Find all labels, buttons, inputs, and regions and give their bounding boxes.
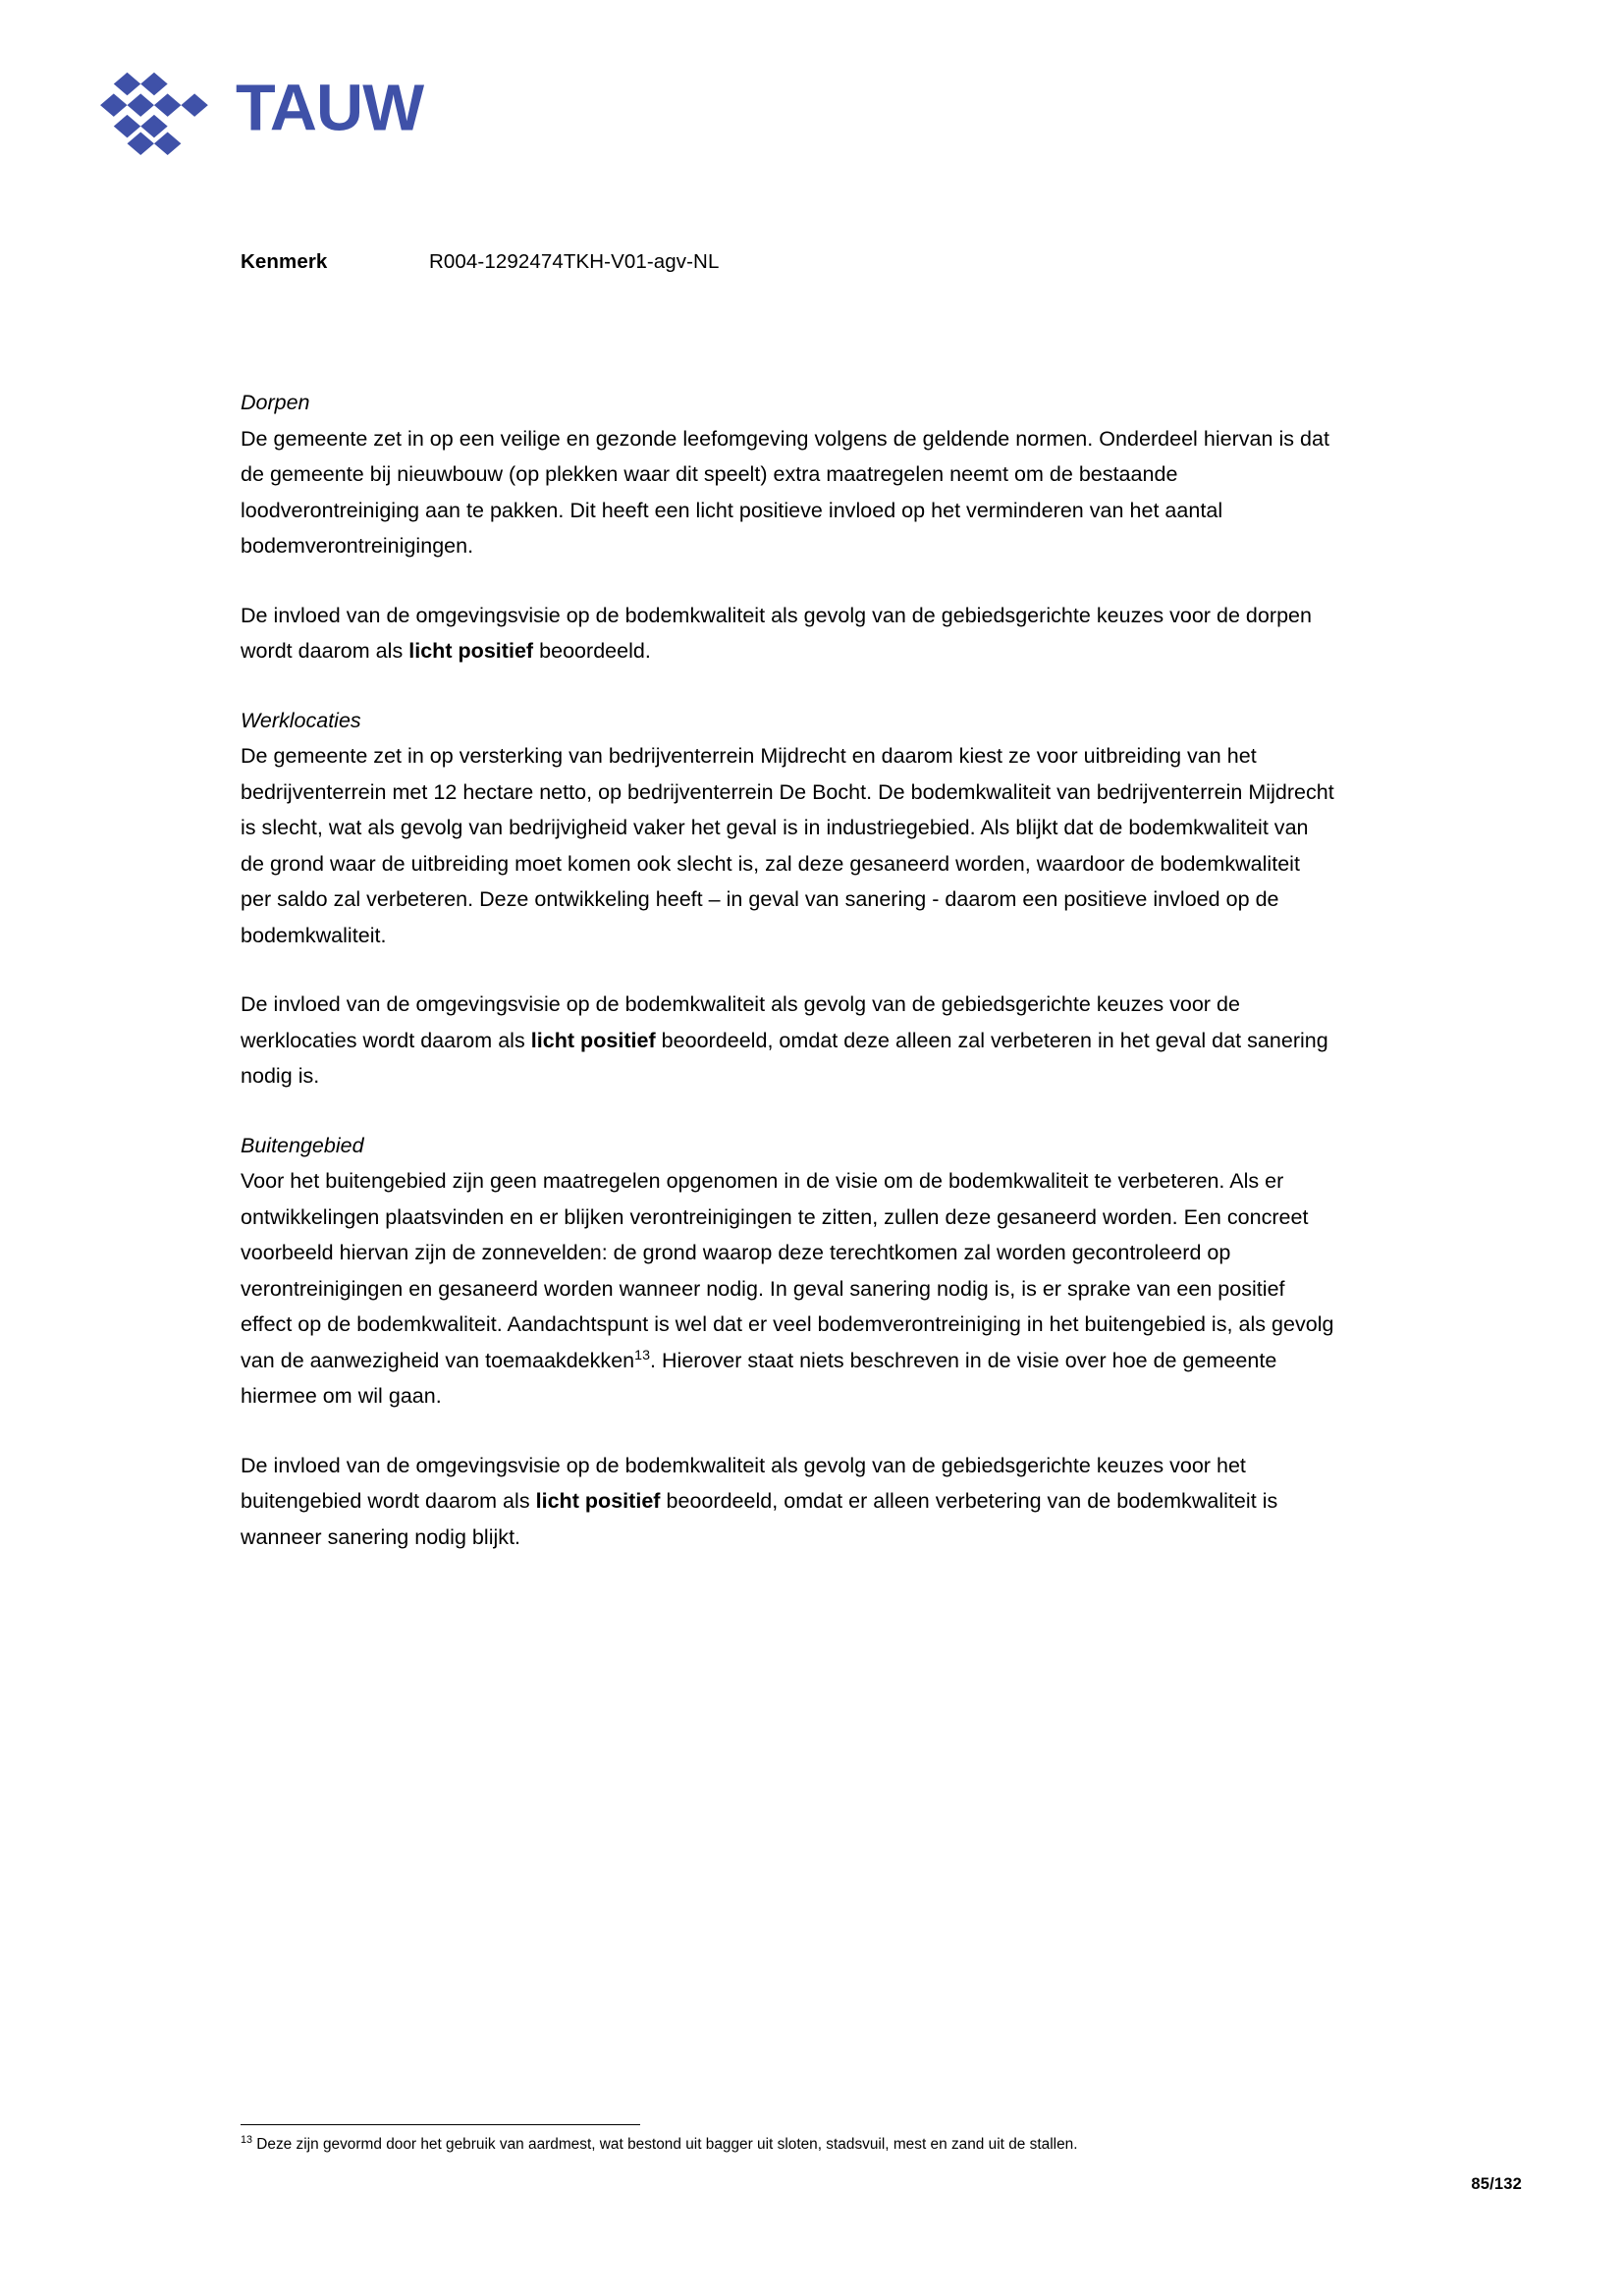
svg-text:TAUW: TAUW bbox=[236, 75, 424, 143]
section-dorpen bbox=[241, 385, 1335, 669]
conclusion-text-before: De invloed van de omgevingsvisie op de bodemkwaliteit als gevolg van de gebiedsgerichte keuzes voor de werklocaties wordt daarom als bbox=[241, 992, 1240, 1052]
section-heading-dorpen: Dorpen bbox=[241, 391, 310, 414]
rating-licht-positief: licht positief bbox=[530, 1028, 656, 1052]
rating-licht-positief: licht positief bbox=[408, 639, 534, 663]
kenmerk-value: R004-1292474TKH-V01-agv-NL bbox=[429, 250, 720, 273]
section-buitengebied bbox=[241, 1128, 1335, 1556]
body-text-part2: . Hierover staat niets beschreven in de visie over hoe de gemeente hiermee om wil gaan. bbox=[241, 1348, 1277, 1408]
kenmerk-label: Kenmerk bbox=[241, 250, 328, 273]
section-werklocaties bbox=[241, 703, 1335, 1095]
conclusion-text-after: beoordeeld, omdat er alleen verbetering van de bodemkwaliteit is wanneer sanering nodig blijkt. bbox=[241, 1489, 1278, 1549]
section-conclusion-buitengebied bbox=[241, 1448, 1335, 1556]
page-number: 85/132 bbox=[1471, 2175, 1522, 2193]
section-body-dorpen: De gemeente zet in op een veilige en gezonde leefomgeving volgens de geldende normen. Onderdeel hiervan is dat de gemeente bij nieuwbouw (op plekken waar dit speelt) extra maatregelen neemt om de bestaande loodverontreiniging aan te pakken. Dit heeft een licht positieve invloed op het verminderen van het aantal bodemverontreinigingen. bbox=[241, 426, 1330, 558]
tauw-logo bbox=[94, 61, 501, 157]
conclusion-text-after: beoordeeld. bbox=[533, 639, 651, 663]
tauw-chevron-lattice-icon bbox=[94, 61, 210, 157]
footnote-area bbox=[241, 2124, 1409, 2156]
section-body-werklocaties: De gemeente zet in op versterking van bedrijventerrein Mijdrecht en daarom kiest ze voor uitbreiding van het bedrijventerrein met 12 hectare netto, op bedrijventerrein De Bocht. De bodemkwaliteit van bedrijventerrein Mijdrecht is slecht, wat als gevolg van bedrijvigheid vaker het geval is in industriegebied. Als blijkt dat de bodemkwaliteit van de grond waar de uitbreiding moet komen ook slecht is, zal deze gesaneerd worden, waardoor de bodemkwaliteit per saldo zal verbeteren. Deze ontwikkeling heeft – in geval van sanering - daarom een positieve invloed op de bodemkwaliteit. bbox=[241, 744, 1334, 947]
kenmerk-row bbox=[241, 250, 719, 274]
conclusion-text-before: De invloed van de omgevingsvisie op de bodemkwaliteit als gevolg van de gebiedsgerichte keuzes voor de dorpen wordt daarom als bbox=[241, 603, 1312, 663]
rating-licht-positief: licht positief bbox=[535, 1489, 661, 1513]
section-heading-buitengebied: Buitengebied bbox=[241, 1133, 364, 1157]
section-conclusion-werklocaties bbox=[241, 987, 1335, 1095]
footnote-body-text: Deze zijn gevormd door het gebruik van aardmest, wat bestond uit bagger uit sloten, stadsvuil, mest en zand uit de stallen. bbox=[252, 2136, 1078, 2153]
footnote-separator-rule bbox=[241, 2124, 640, 2125]
footnote-reference-13[interactable]: 13 bbox=[634, 1347, 650, 1363]
body-text-part1: Voor het buitengebied zijn geen maatregelen opgenomen in de visie om de bodemkwaliteit te verbeteren. Als er ontwikkelingen plaatsvinden en er blijken verontreinigingen te zitten, zullen deze gesaneerd worden. Een concreet voorbeeld hiervan zijn de zonnevelden: de grond waarop deze terechtkomen zal worden gecontroleerd op verontreinigingen en gesaneerd worden wanneer nodig. In geval sanering nodig is, is er sprake van een positief effect op de bodemkwaliteit. Aandachtspunt is wel dat er veel bodemverontreiniging in het buitengebied is, als gevolg van de aanwezigheid van toemaakdekken bbox=[241, 1169, 1334, 1372]
conclusion-text-before: De invloed van de omgevingsvisie op de bodemkwaliteit als gevolg van de gebiedsgerichte keuzes voor het buitengebied wordt daarom als bbox=[241, 1453, 1246, 1513]
conclusion-text-after: beoordeeld, omdat deze alleen zal verbeteren in het geval dat sanering nodig is. bbox=[241, 1028, 1328, 1088]
document-body bbox=[241, 385, 1335, 1588]
footnote-entry-13 bbox=[241, 2134, 1409, 2156]
tauw-wordmark bbox=[236, 75, 501, 143]
footnote-number: 13 bbox=[241, 2133, 252, 2146]
section-conclusion-dorpen bbox=[241, 598, 1335, 669]
section-heading-werklocaties: Werklocaties bbox=[241, 708, 361, 732]
section-body-buitengebied bbox=[241, 1163, 1335, 1415]
